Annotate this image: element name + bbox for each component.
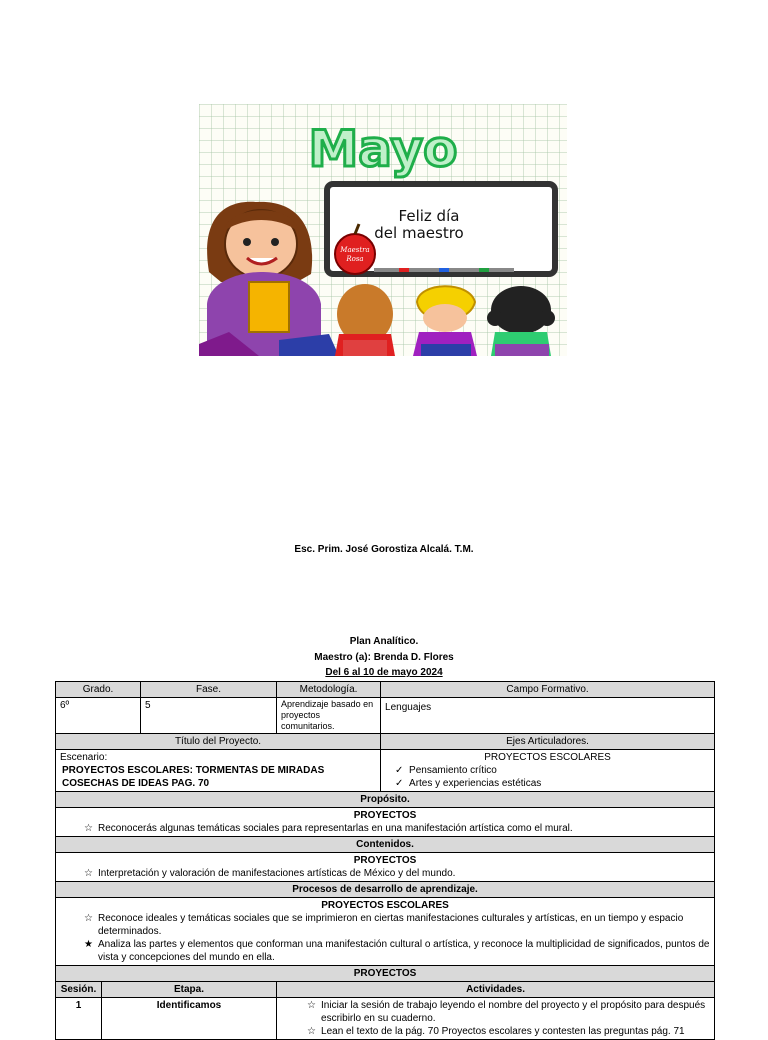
pda-row [56,898,715,966]
scenario-row [56,750,715,792]
ejes-label: Ejes Articuladores. [381,734,715,750]
titulo-label: Título del Proyecto. [56,734,381,750]
check-icon: ✓ [395,778,404,789]
col-grado: Grado. [56,682,141,698]
teacher-day-illustration [199,104,567,356]
actividades-heading: PROYECTOS [56,966,715,982]
teacher-figure [199,202,339,356]
proposito-label-row [56,792,715,808]
student-1 [335,284,395,356]
actividades-heading-row [56,966,715,982]
col-etapa: Etapa. [102,982,277,998]
pda-item: ★ Analiza las partes y elementos que conforman una manifestación cultural o artística, y reconoce la multiplicidad de significados, puntos de vista y concepciones del mundo en ella. [84,939,710,963]
star-outline-icon: ☆ [84,913,93,924]
metodologia-value: Aprendizaje basado en proyectos comunitarios. [277,698,381,734]
ejes-heading: PROYECTOS ESCOLARES [484,752,611,763]
sesion-value: 1 [56,998,102,1040]
activity-item: ☆ Lean el texto de la pág. 70 Proyectos escolares y contesten las preguntas pág. 71 [307,1026,685,1037]
header-row [56,682,715,698]
cover-title: Mayo [308,120,458,178]
star-outline-icon: ☆ [84,823,93,834]
student-3 [487,286,555,356]
etapa-value: Identificamos [102,998,277,1040]
star-outline-icon: ☆ [307,1000,316,1011]
grado-value: 6º [56,698,141,734]
values-row [56,698,715,734]
star-outline-icon: ☆ [307,1026,316,1037]
col-actividades: Actividades. [277,982,715,998]
escenario-text: PROYECTOS ESCOLARES: TORMENTAS DE MIRADAS COSECHAS DE IDEAS PAG. 70 [62,765,325,789]
board-line-2: del maestro [374,224,464,242]
star-filled-icon: ★ [84,939,93,950]
activity-row [56,998,715,1040]
contenidos-label-row [56,837,715,853]
star-outline-icon: ☆ [84,868,93,879]
ejes-cell [381,750,715,792]
pda-label-row [56,882,715,898]
contenidos-item: ☆ Interpretación y valoración de manifestaciones artísticas de México y del mundo. [84,868,456,879]
check-icon: ✓ [395,765,404,776]
contenidos-heading: PROYECTOS [353,855,417,866]
fase-value: 5 [141,698,277,734]
pda-label: Procesos de desarrollo de aprendizaje. [56,882,715,898]
proposito-row [56,808,715,837]
apple-label: Maestra [340,246,370,254]
escenario-cell [56,750,381,792]
school-name: Esc. Prim. José Gorostiza Alcalá. T.M. [294,544,474,555]
proposito-heading: PROYECTOS [353,810,417,821]
ejes-item: ✓ Artes y experiencias estéticas [395,778,542,789]
col-fase: Fase. [141,682,277,698]
ejes-item: ✓ Pensamiento crítico [395,765,497,776]
escenario-label: Escenario: [60,752,108,763]
plan-heading: Plan Analítico. [349,636,419,647]
cover-illustration [199,104,567,356]
date-range: Del 6 al 10 de mayo 2024 [325,667,443,678]
pda-heading: PROYECTOS ESCOLARES [321,900,449,911]
col-campo: Campo Formativo. [381,682,715,698]
proposito-item: ☆ Reconocerás algunas temáticas sociales para representarlas en una manifestación artística como el mural. [84,823,573,834]
teacher-name: Maestro (a): Brenda D. Flores [314,652,454,663]
svg-text:Rosa: Rosa [346,255,364,263]
board-line-1: Feliz día [398,207,460,225]
contenidos-label: Contenidos. [56,837,715,853]
col-metodologia: Metodología. [277,682,381,698]
proposito-label: Propósito. [56,792,715,808]
pda-item: ☆ Reconoce ideales y temáticas sociales que se imprimieron en ciertas manifestaciones culturales y artísticas, en un tiempo y espacio determinados. [84,913,684,937]
title-row [56,734,715,750]
contenidos-row [56,853,715,882]
student-2 [413,286,477,356]
activity-item: ☆ Iniciar la sesión de trabajo leyendo el nombre del proyecto y el propósito para después escribirlo en su cuaderno. [307,1000,706,1024]
analytic-plan-table [55,681,715,1040]
activities-header-row [56,982,715,998]
col-sesion: Sesión. [56,982,102,998]
campo-value: Lenguajes [381,698,715,734]
